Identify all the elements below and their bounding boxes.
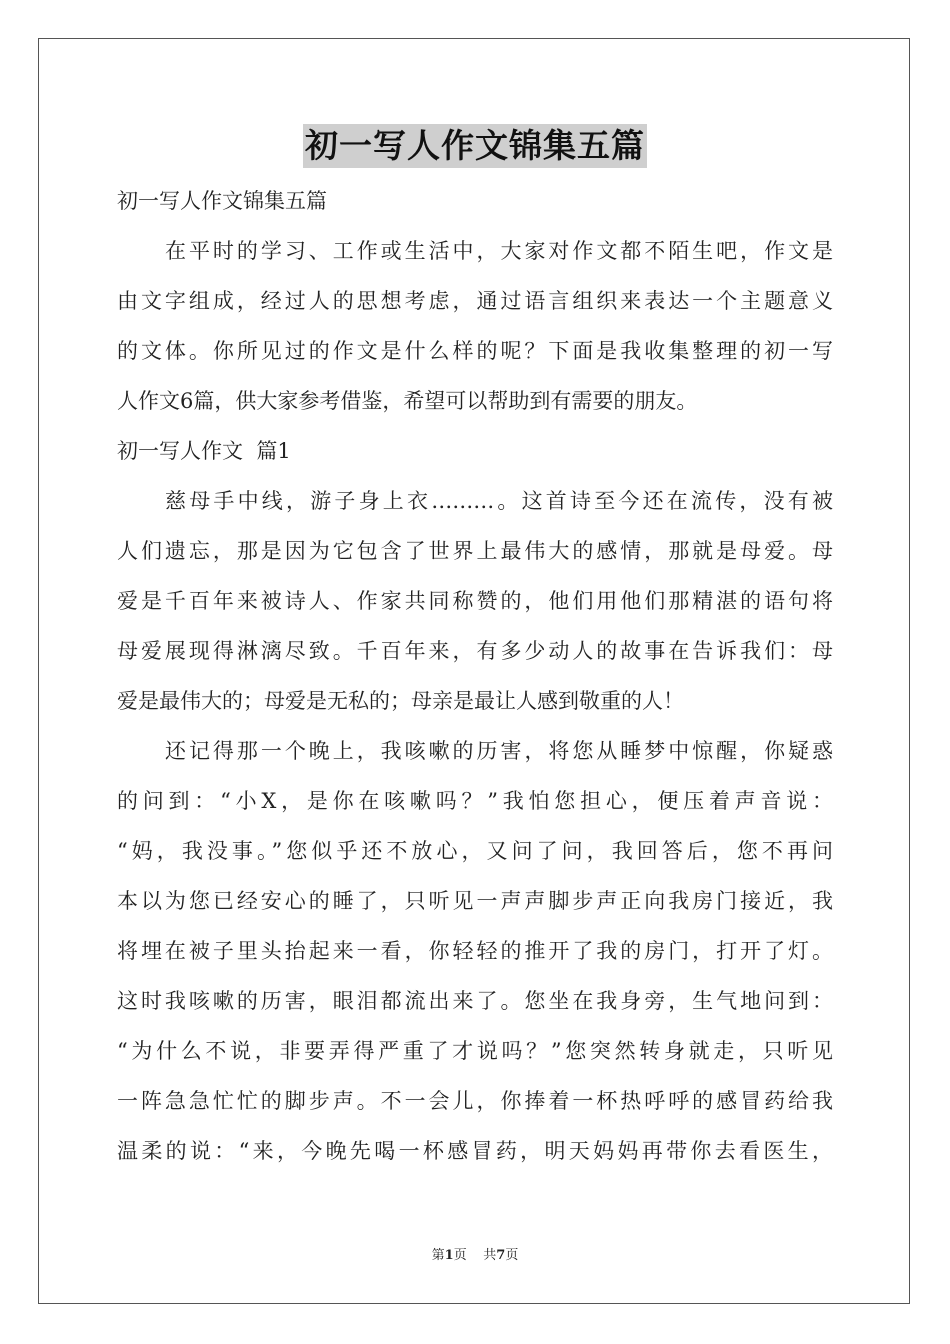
para2-line: “妈，我没事。”您似乎还不放心，又问了问，我回答后，您不再问 <box>117 839 833 863</box>
para2-line: “为什么不说，非要弄得严重了才说吗？”您突然转身就走，只听见 <box>117 1039 833 1063</box>
para1-line: 爱是最伟大的；母爱是无私的；母亲是最让人感到敬重的人！ <box>117 689 684 713</box>
intro-line: 的文体。你所见过的作文是什么样的呢？下面是我收集整理的初一写 <box>117 339 833 363</box>
para1-line: 慈母手中线，游子身上衣………。这首诗至今还在流传，没有被 <box>165 489 833 513</box>
document-body <box>117 176 833 1176</box>
section-heading: 初一写人作文 篇1 <box>117 439 291 463</box>
footer-total-number: 7 <box>496 1248 506 1263</box>
para2-line: 的问到：“小X，是你在咳嗽吗？”我怕您担心，便压着声音说： <box>117 789 833 813</box>
para2-line: 将埋在被子里头抬起来一看，你轻轻的推开了我的房门，打开了灯。 <box>117 939 833 963</box>
para1-line: 人们遗忘，那是因为它包含了世界上最伟大的感情，那就是母爱。母 <box>117 539 833 563</box>
intro-line: 由文字组成，经过人的思想考虑，通过语言组织来表达一个主题意义 <box>117 289 833 313</box>
para1-line: 爱是千百年来被诗人、作家共同称赞的，他们用他们那精湛的语句将 <box>117 589 833 613</box>
title-block <box>0 124 950 168</box>
para1-line: 母爱展现得淋漓尽致。千百年来，有多少动人的故事在告诉我们：母 <box>117 639 833 663</box>
para2-line: 还记得那一个晚上，我咳嗽的历害，将您从睡梦中惊醒，你疑惑 <box>165 739 833 763</box>
document-title: 初一写人作文锦集五篇 <box>303 124 647 168</box>
intro-line: 人作文6篇，供大家参考借鉴，希望可以帮助到有需要的朋友。 <box>117 389 698 413</box>
footer-page-prefix: 第 <box>431 1248 445 1263</box>
subtitle-line: 初一写人作文锦集五篇 <box>117 189 327 213</box>
intro-line: 在平时的学习、工作或生活中，大家对作文都不陌生吧，作文是 <box>165 239 833 263</box>
para2-line: 一阵急急忙忙的脚步声。不一会儿，你捧着一杯热呼呼的感冒药给我 <box>117 1089 833 1113</box>
page-footer <box>0 1244 950 1263</box>
para2-line: 本以为您已经安心的睡了，只听见一声声脚步声正向我房门接近，我 <box>117 889 833 913</box>
footer-total-suffix: 页 <box>505 1248 519 1263</box>
footer-page-suffix: 页 <box>453 1248 467 1263</box>
footer-total-prefix: 共 <box>483 1248 497 1263</box>
para2-line: 温柔的说：“来，今晚先喝一杯感冒药，明天妈妈再带你去看医生， <box>117 1139 833 1163</box>
para2-line: 这时我咳嗽的历害，眼泪都流出来了。您坐在我身旁，生气地问到： <box>117 989 833 1013</box>
footer-page-number: 1 <box>444 1248 454 1263</box>
